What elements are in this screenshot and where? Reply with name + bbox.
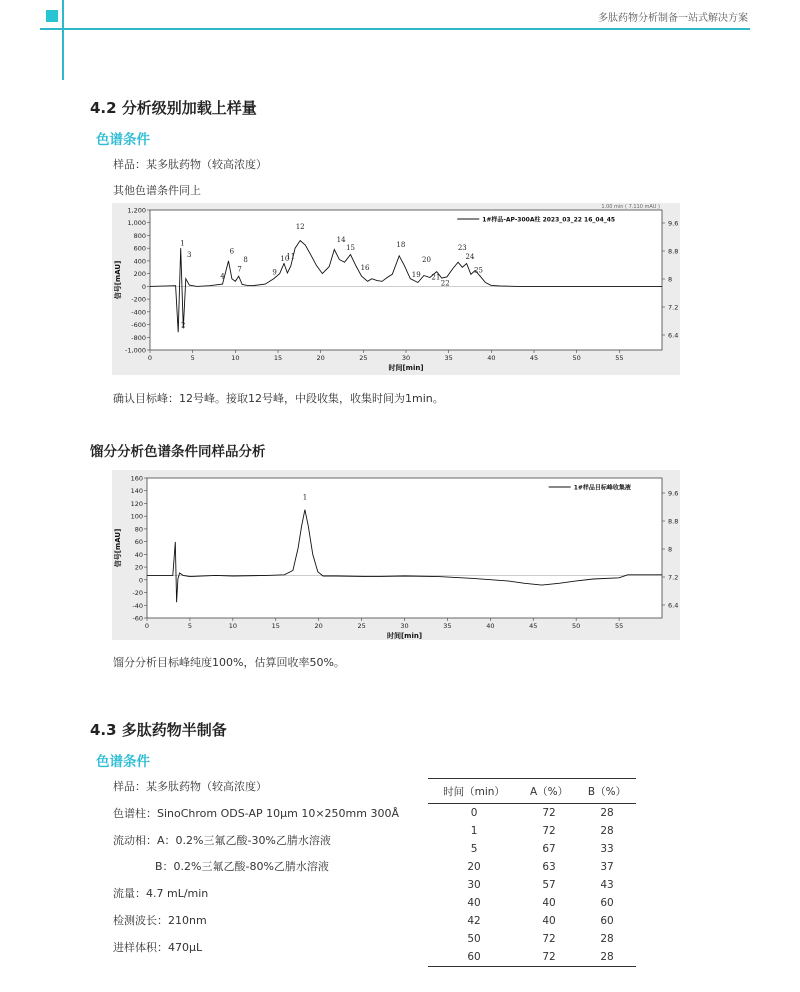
x-tick-label: 30 [401, 354, 411, 362]
x-tick-label: 40 [486, 622, 495, 630]
x-tick-label: 35 [443, 622, 452, 630]
peak-label: 11 [286, 252, 296, 261]
peak-label: 21 [431, 273, 441, 282]
peak-label: 4 [220, 272, 225, 281]
y-tick-label: 60 [134, 538, 143, 547]
fraction-analysis-heading: 馏分分析色谱条件同样品分析 [90, 444, 266, 460]
time-cell: 1 [470, 825, 478, 837]
mobile-phase-b-line: B：0.2%三氟乙酸-80%乙腈水溶液 [155, 860, 329, 873]
x-tick-label: 30 [400, 622, 409, 630]
x-tick-label: 20 [314, 622, 323, 630]
right-tick-label: 8.8 [668, 517, 679, 526]
header-vertical-rule [62, 0, 64, 80]
b-cell: 28 [600, 807, 614, 819]
y-tick-label: 40 [134, 550, 143, 559]
x-tick-label: 40 [487, 354, 496, 362]
x-tick-label: 10 [231, 354, 240, 362]
y-tick-label: -400 [131, 308, 146, 317]
y-axis-label: 信号[mAU] [114, 528, 122, 568]
right-tick-label: 6.4 [668, 601, 679, 610]
x-tick-label: 45 [529, 354, 539, 362]
b-cell: 28 [578, 948, 636, 967]
time-cell: 5 [470, 843, 478, 855]
x-tick-label: 15 [273, 354, 283, 362]
a-cell: 72 [542, 933, 556, 945]
y-tick-label: 160 [130, 474, 143, 483]
header-horizontal-rule [40, 28, 750, 30]
time-cell: 50 [467, 933, 481, 945]
table-row [428, 894, 636, 912]
y-axis-label: 信号[mAU] [114, 260, 122, 300]
time-cell: 40 [467, 897, 481, 909]
x-tick-label: 35 [444, 354, 453, 362]
peak-label: 16 [360, 263, 370, 272]
y-tick-label: -600 [131, 321, 146, 330]
chromatogram-svg-1 [112, 203, 680, 375]
y-tick-label: -40 [132, 601, 143, 610]
x-tick-label: 15 [271, 622, 280, 630]
x-axis-label: 时间[min] [386, 632, 423, 640]
y-tick-label: -800 [131, 333, 146, 342]
y-tick-label: 140 [130, 487, 143, 496]
a-cell: 63 [542, 861, 556, 873]
a-cell: 40 [542, 897, 556, 909]
sample-line: 样品：某多肽药物（较高浓度） [113, 158, 267, 171]
b-cell: 28 [600, 825, 614, 837]
peak-label: 20 [422, 256, 431, 265]
b-cell: 33 [600, 843, 614, 855]
peak-label: 19 [411, 270, 421, 279]
running-header-title: 多肽药物分析制备一站式解决方案 [598, 13, 748, 24]
table-row [428, 876, 636, 894]
right-tick-label: 8 [668, 275, 673, 284]
b-cell: 43 [600, 879, 614, 891]
right-tick-label: 6.4 [668, 331, 679, 340]
y-tick-label: -20 [132, 589, 143, 598]
x-tick-label: 0 [147, 354, 153, 362]
legend-label-1: 1#样品-AP-300A柱 2023_03_22 16_04_45 [482, 216, 616, 224]
gradient-table [428, 778, 636, 967]
table-row [428, 804, 636, 823]
chromatogram-chart-1 [112, 203, 680, 375]
prep-sample-line: 样品：某多肽药物（较高浓度） [113, 780, 267, 793]
x-tick-label: 5 [187, 622, 192, 630]
right-tick-label: 9.6 [668, 219, 679, 228]
y-tick-label: 100 [130, 512, 143, 521]
peak-label: 7 [237, 265, 242, 274]
b-cell: 37 [600, 861, 614, 873]
y-tick-label: -200 [131, 295, 146, 304]
peak-label: 22 [440, 279, 450, 288]
x-tick-label: 5 [190, 354, 195, 362]
table-row [428, 858, 636, 876]
time-cell: 42 [467, 915, 481, 927]
peak-label: 9 [272, 268, 277, 277]
x-tick-label: 10 [228, 622, 237, 630]
time-cell: 60 [428, 948, 520, 967]
peak-label: 6 [229, 247, 235, 256]
a-cell: 72 [542, 825, 556, 837]
time-cell: 0 [470, 807, 478, 819]
fraction-purity-note: 馏分分析目标峰纯度100%，估算回收率50%。 [113, 656, 345, 669]
table-row [428, 930, 636, 948]
section-4-2-heading: 4.2 分析级别加载上样量 [90, 99, 257, 117]
y-tick-label: 0 [141, 282, 146, 291]
peak-label: 23 [457, 244, 467, 253]
right-tick-label: 8.8 [668, 247, 679, 256]
mobile-phase-a-line: 流动相：A：0.2%三氟乙酸-30%乙腈水溶液 [113, 834, 331, 847]
peak-label: 8 [243, 256, 248, 265]
y-tick-label: -1,000 [125, 346, 146, 355]
peak-label: 24 [465, 253, 475, 261]
legend-label-2: 1#样品目标峰收集液 [573, 484, 631, 492]
plot-area [147, 478, 662, 618]
peak-label: 10 [280, 254, 290, 263]
peak-label: 12 [295, 223, 305, 232]
a-cell: 72 [520, 948, 578, 967]
y-tick-label: 400 [133, 257, 146, 266]
peak-label: 1 [180, 239, 185, 248]
x-tick-label: 55 [615, 354, 624, 362]
x-tick-label: 25 [359, 354, 368, 362]
header-b: B（%） [578, 779, 636, 804]
chromatogram-svg-2 [112, 470, 680, 640]
b-cell: 28 [600, 933, 614, 945]
x-tick-label: 25 [357, 622, 366, 630]
table-row [428, 840, 636, 858]
section-4-2-subheading: 色谱条件 [96, 132, 150, 148]
wavelength-line: 检测波长：210nm [113, 914, 207, 927]
right-tick-label: 9.6 [668, 489, 679, 498]
a-cell: 57 [542, 879, 556, 891]
section-4-3-heading: 4.3 多肽药物半制备 [90, 721, 227, 739]
b-cell: 60 [600, 897, 614, 909]
y-tick-label: 120 [130, 499, 143, 508]
table-row [428, 822, 636, 840]
corner-readout: 1.00 min ( 7.110 mAU ) [601, 204, 660, 210]
right-tick-label: 7.2 [668, 573, 679, 582]
x-tick-label: 0 [144, 622, 150, 630]
table-row [428, 912, 636, 930]
column-line: 色谱柱：SinoChrom ODS-AP 10μm 10×250mm 300Å [113, 807, 399, 820]
x-axis-label: 时间[min] [388, 364, 424, 372]
peak-label: 15 [346, 244, 355, 253]
chromatogram-chart-2 [112, 470, 680, 640]
y-tick-label: 800 [133, 231, 146, 240]
x-tick-label: 50 [572, 622, 581, 630]
header-time: 时间（min） [428, 779, 520, 804]
y-tick-label: 0 [138, 576, 143, 585]
injection-volume-line: 进样体积：470μL [113, 941, 203, 954]
peak-label: 18 [396, 240, 406, 249]
peak-label: 14 [336, 235, 346, 244]
peak-label: 3 [187, 251, 192, 260]
y-tick-label: 1,200 [127, 206, 146, 215]
header-square-mark [46, 10, 58, 22]
peak-label: 2 [181, 321, 186, 330]
header-a: A（%） [520, 779, 578, 804]
other-conditions-line: 其他色谱条件同上 [113, 184, 201, 197]
right-tick-label: 8 [668, 545, 673, 554]
x-tick-label: 20 [316, 354, 325, 362]
y-tick-label: 80 [134, 525, 143, 534]
table-row [428, 948, 636, 967]
time-cell: 30 [467, 879, 481, 891]
a-cell: 72 [542, 807, 556, 819]
y-tick-label: 600 [133, 244, 146, 253]
y-tick-label: 1,000 [127, 219, 146, 228]
b-cell: 60 [600, 915, 614, 927]
x-tick-label: 50 [572, 354, 581, 362]
gradient-table-header [428, 779, 636, 804]
y-tick-label: 20 [134, 563, 143, 572]
peak-label: 25 [474, 266, 483, 275]
right-tick-label: 7.2 [668, 303, 679, 312]
y-tick-label: 200 [133, 270, 146, 279]
a-cell: 40 [542, 915, 556, 927]
peak-label: 1 [302, 493, 308, 502]
section-4-3-subheading: 色谱条件 [96, 754, 150, 770]
x-tick-label: 45 [529, 622, 538, 630]
flow-rate-line: 流量：4.7 mL/min [113, 887, 209, 900]
y-tick-label: -60 [132, 614, 143, 623]
plot-area [150, 210, 662, 350]
target-peak-note: 确认目标峰：12号峰。接取12号峰，中段收集，收集时间为1min。 [113, 392, 444, 405]
a-cell: 67 [542, 843, 556, 855]
x-tick-label: 55 [614, 622, 624, 630]
time-cell: 20 [467, 861, 481, 873]
